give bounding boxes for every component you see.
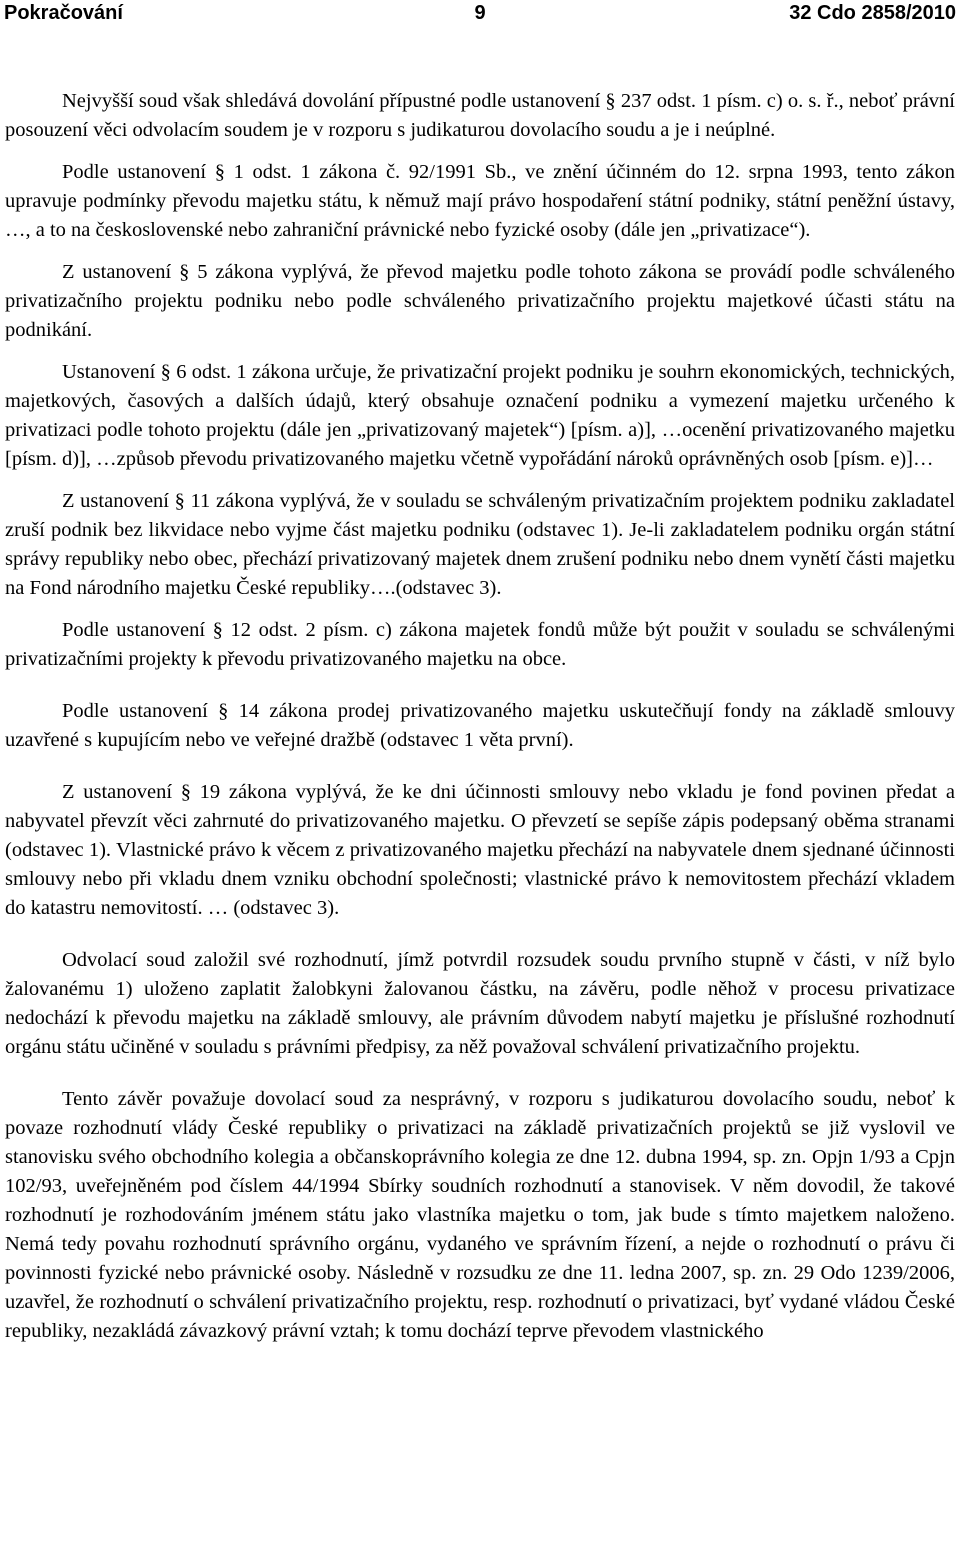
paragraph-section-14: Podle ustanovení § 14 zákona prodej privatizovaného majetku uskutečňují fondy na základě smlouvy uzavřené s kupujícím nebo ve veřejné dražbě (odstavec 1 věta první).	[5, 700, 955, 751]
page-number: 9	[474, 2, 486, 24]
paragraph-conclusion: Tento závěr považuje dovolací soud za nesprávný, v rozporu s judikaturou dovolacího soudu, neboť k povaze rozhodnutí vlády České republiky o privatizaci na základě privatizačních projektů se již vyslovil ve stanovisku svého obchodního kolegia a občanskoprávního kolegia ze dne 12. dubna 1994, sp. zn. Opjn 1/93 a Cpjn 102/93, uveřejněném pod číslem 44/1994 Sbírky soudních rozhodnutí a stanovisek. V něm dovodil, že takové rozhodnutí je rozhodováním jménem státu jako vlastníka majetku o tom, jak bude s tímto majetkem naloženo. Nemá tedy povahu rozhodnutí správního orgánu, vydaného ve správním řízení, a nejde o rozhodnutí o právu či povinnosti fyzické nebo právnické osoby. Následně v rozsudku ze dne 11. ledna 2007, sp. zn. 29 Odo 1239/2006, uzavřel, že rozhodnutí o schválení privatizačního projektu, resp. rozhodnutí o privatizaci, byť vydané vládou České republiky, nezakládá závazkový právní vztah; k tomu dochází teprve převodem vlastnického	[5, 1088, 955, 1342]
paragraph-appellate-court: Odvolací soud založil své rozhodnutí, jímž potvrdil rozsudek soudu prvního stupně v části, v níž bylo žalovanému 1) uloženo zaplatit žalobkyni žalovanou částku, na závěru, podle něhož v procesu privatizace nedochází k převodu majetku na základě smlouvy, ale právním důvodem nabytí majetku je příslušné rozhodnutí orgánu státu učiněné v souladu s právními předpisy, za něž považoval schválení privatizačního projektu.	[5, 949, 955, 1058]
document-body	[5, 87, 955, 1346]
page-header	[0, 0, 960, 32]
paragraph-section-11: Z ustanovení § 11 zákona vyplývá, že v souladu se schváleným privatizačním projektem podniku zakladatel zruší podnik bez likvidace nebo vyjme část majetku podniku (odstavec 1). Je-li zakladatelem podniku orgán státní správy republiky nebo obec, přechází privatizovaný majetek dnem zrušení podniku nebo dnem vynětí části majetku na Fond národního majetku České republiky….(odstavec 3).	[5, 490, 955, 599]
continuation-label: Pokračování	[4, 2, 123, 24]
paragraph-admissibility: Nejvyšší soud však shledává dovolání přípustné podle ustanovení § 237 odst. 1 písm. c) o. s. ř., neboť právní posouzení věci odvolacím soudem je v rozporu s judikaturou dovolacího soudu a je i neúplné.	[5, 90, 955, 141]
case-number: 32 Cdo 2858/2010	[789, 2, 956, 24]
paragraph-section-1: Podle ustanovení § 1 odst. 1 zákona č. 92/1991 Sb., ve znění účinném do 12. srpna 1993, tento zákon upravuje podmínky převodu majetku státu, k němuž mají právo hospodaření státní podniky, státní peněžní ústavy, …, a to na československé nebo zahraniční právnické nebo fyzické osoby (dále jen „privatizace“).	[5, 161, 955, 241]
paragraph-section-5: Z ustanovení § 5 zákona vyplývá, že převod majetku podle tohoto zákona se provádí podle schváleného privatizačního projektu podniku nebo podle schváleného privatizačního projektu majetkové účasti státu na podnikání.	[5, 261, 955, 341]
paragraph-section-6: Ustanovení § 6 odst. 1 zákona určuje, že privatizační projekt podniku je souhrn ekonomických, technických, majetkových, časových a dalších údajů, který obsahuje označení podniku a vymezení majetku určeného k privatizaci podle tohoto projektu (dále jen „privatizovaný majetek“) [písm. a)], …ocenění privatizovaného majetku [písm. d)], …způsob převodu privatizovaného majetku včetně vypořádání nároků oprávněných osob [písm. e)]…	[5, 361, 955, 470]
paragraph-section-12: Podle ustanovení § 12 odst. 2 písm. c) zákona majetek fondů může být použit v souladu se schválenými privatizačními projekty k převodu privatizovaného majetku na obce.	[5, 619, 955, 670]
paragraph-section-19: Z ustanovení § 19 zákona vyplývá, že ke dni účinnosti smlouvy nebo vkladu je fond povinen předat a nabyvatel převzít věci zahrnuté do privatizovaného majetku. O převzetí se sepíše zápis podepsaný oběma stranami (odstavec 1). Vlastnické právo k věcem z privatizovaného majetku přechází na nabyvatele dnem sjednané účinnosti smlouvy nebo při vkladu dnem vzniku obchodní společnosti; vlastnické právo k nemovitostem přechází vkladem do katastru nemovitostí. … (odstavec 3).	[5, 781, 955, 919]
